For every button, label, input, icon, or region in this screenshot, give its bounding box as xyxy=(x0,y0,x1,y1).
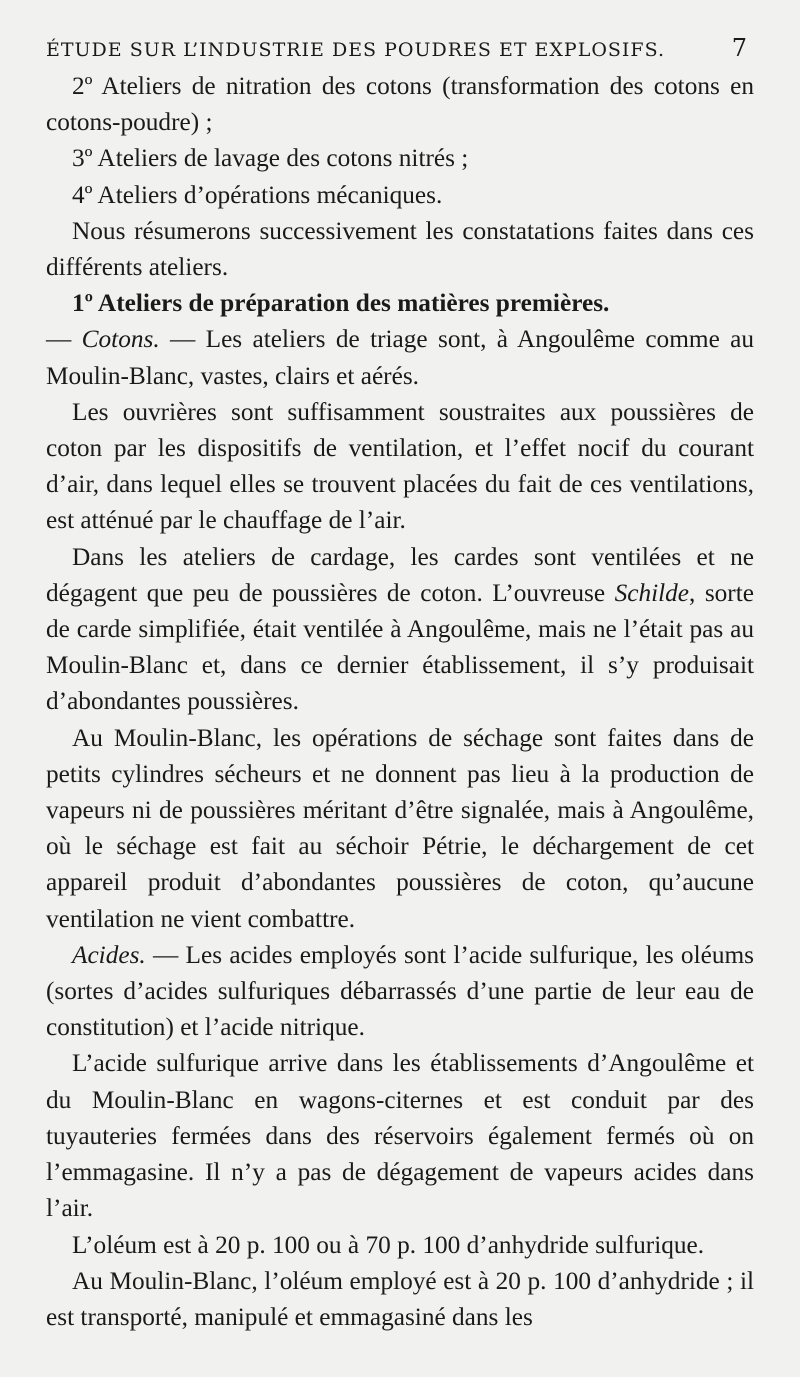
paragraph-oleum: L’oléum est à 20 p. 100 ou à 70 p. 100 d’anhydride sulfurique. xyxy=(72,1230,705,1259)
subheading-cotons: Cotons. xyxy=(81,325,160,354)
body-text xyxy=(46,68,754,1335)
carding-text-2: , sorte de carde simplifiée, était ventilée à Angoulême, mais ne l’était pas au Moulin-Blanc et, dans ce dernier établissement, il s’y produisait d’abondantes poussières. xyxy=(46,578,754,716)
paragraph-carding xyxy=(46,539,754,720)
page-number: 7 xyxy=(731,34,748,62)
section-raw-materials xyxy=(46,285,754,394)
machine-name: Schilde xyxy=(614,578,690,607)
list-item-4: 4º Ateliers d’opérations mécaniques. xyxy=(72,180,443,209)
paragraph-drying: Au Moulin-Blanc, les opérations de séchage sont faites dans de petits cylindres sécheurs et ne donnent pas lieu à la production de vapeurs ni de poussières méritant d’être signalée, mais à Angoulême, où le séchage est fait au séchoir Pétrie, le déchargement de cet appareil produit d’abondantes poussières de coton, qu’aucune ventilation ne vient combattre. xyxy=(46,723,754,933)
carding-text-1: Dans les ateliers de cardage, les cardes sont ventilées et ne dégagent que peu de poussières de coton. L’ouvreuse xyxy=(46,542,754,607)
acides-text: — Les acides employés sont l’acide sulfurique, les oléums (sortes d’acides sulfuriques débarrassés d’une partie de leur eau de constitution) et l’acide nitrique. xyxy=(46,940,754,1042)
list-item-2: 2º Ateliers de nitration des cotons (transformation des cotons en cotons-poudre) ; xyxy=(46,72,754,137)
paragraph-summary: Nous résumerons successivement les constatations faites dans ces différents ateliers. xyxy=(46,216,754,282)
section-heading: 1º Ateliers de préparation des matières premières. xyxy=(72,289,610,318)
running-title: ÉTUDE SUR L’INDUSTRIE DES POUDRES ET EXPLOSIFS. xyxy=(46,39,665,61)
list-item-3: 3º Ateliers de lavage des cotons nitrés ; xyxy=(72,144,469,173)
cotons-text: — Les ateliers de triage sont, à Angoulême comme au Moulin-Blanc, vastes, clairs et aérés. xyxy=(46,325,755,390)
running-header xyxy=(46,34,754,62)
paragraph-workers: Les ouvrières sont suffisamment soustraites aux poussières de coton par les dispositifs de ventilation, et l’effet nocif du courant d’air, dans lequel elles se trouvent placées du fait de ces ventilations, est atténué par le chauffage de l’air. xyxy=(46,397,754,535)
paragraph-sulfuric: L’acide sulfurique arrive dans les établissements d’Angoulême et du Moulin-Blanc en wagons-citernes et est conduit par des tuyauteries fermées dans des réservoirs également fermés où on l’emmagasine. Il n’y a pas de dégagement de vapeurs acides dans l’air. xyxy=(46,1049,754,1223)
section-acids xyxy=(46,937,754,1046)
subheading-acides: Acides. xyxy=(72,940,146,969)
paragraph-last: Au Moulin-Blanc, l’oléum employé est à 20 p. 100 d’anhydride ; il est transporté, manipulé et emmagasiné dans les xyxy=(46,1266,754,1331)
section-dash: — xyxy=(46,325,82,354)
